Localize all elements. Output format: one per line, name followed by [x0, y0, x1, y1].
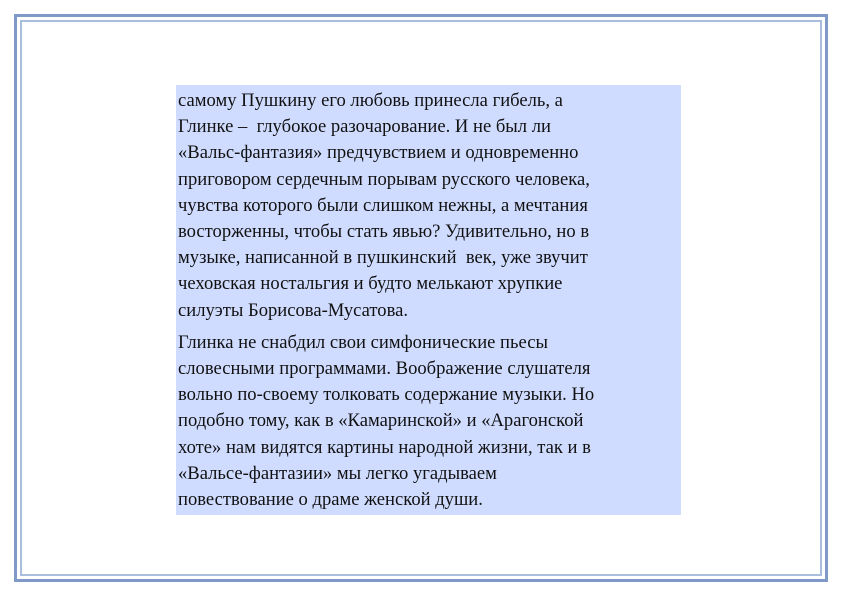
- paragraph-2: [178, 330, 678, 513]
- text-line: «Вальсе-фантазии» мы легко угадываем: [178, 462, 497, 484]
- paragraph-1: [178, 88, 678, 324]
- text-line: приговором сердечным порывам русского человека,: [178, 168, 590, 190]
- text-line: подобно тому, как в «Камаринской» и «Арагонской: [178, 410, 584, 432]
- text-line: восторженны, чтобы стать явью? Удивительно, но в: [178, 221, 590, 243]
- text-line: повествование о драме женской души.: [178, 489, 483, 511]
- text-line: Глинке – глубокое разочарование. И не был ли: [178, 116, 551, 138]
- text-line: хоте» нам видятся картины народной жизни, так и в: [178, 436, 591, 458]
- text-line: музыке, написанной в пушкинский век, уже звучит: [178, 247, 588, 269]
- text-block: [176, 85, 681, 515]
- text-line: словесными программами. Воображение слушателя: [178, 358, 591, 380]
- text-line: «Вальс-фантазия» предчувствием и одновременно: [178, 142, 579, 164]
- text-line: самому Пушкину его любовь принесла гибель, а: [178, 90, 563, 111]
- text-line: Глинка не снабдил свои симфонические пьесы: [178, 331, 548, 353]
- text-line: чувства которого были слишком нежны, а мечтания: [178, 194, 588, 216]
- text-line: силуэты Борисова-Мусатова.: [178, 299, 409, 321]
- text-line: чеховская ностальгия и будто мелькают хрупкие: [178, 273, 563, 295]
- text-line: вольно по-своему толковать содержание музыки. Но: [178, 384, 595, 406]
